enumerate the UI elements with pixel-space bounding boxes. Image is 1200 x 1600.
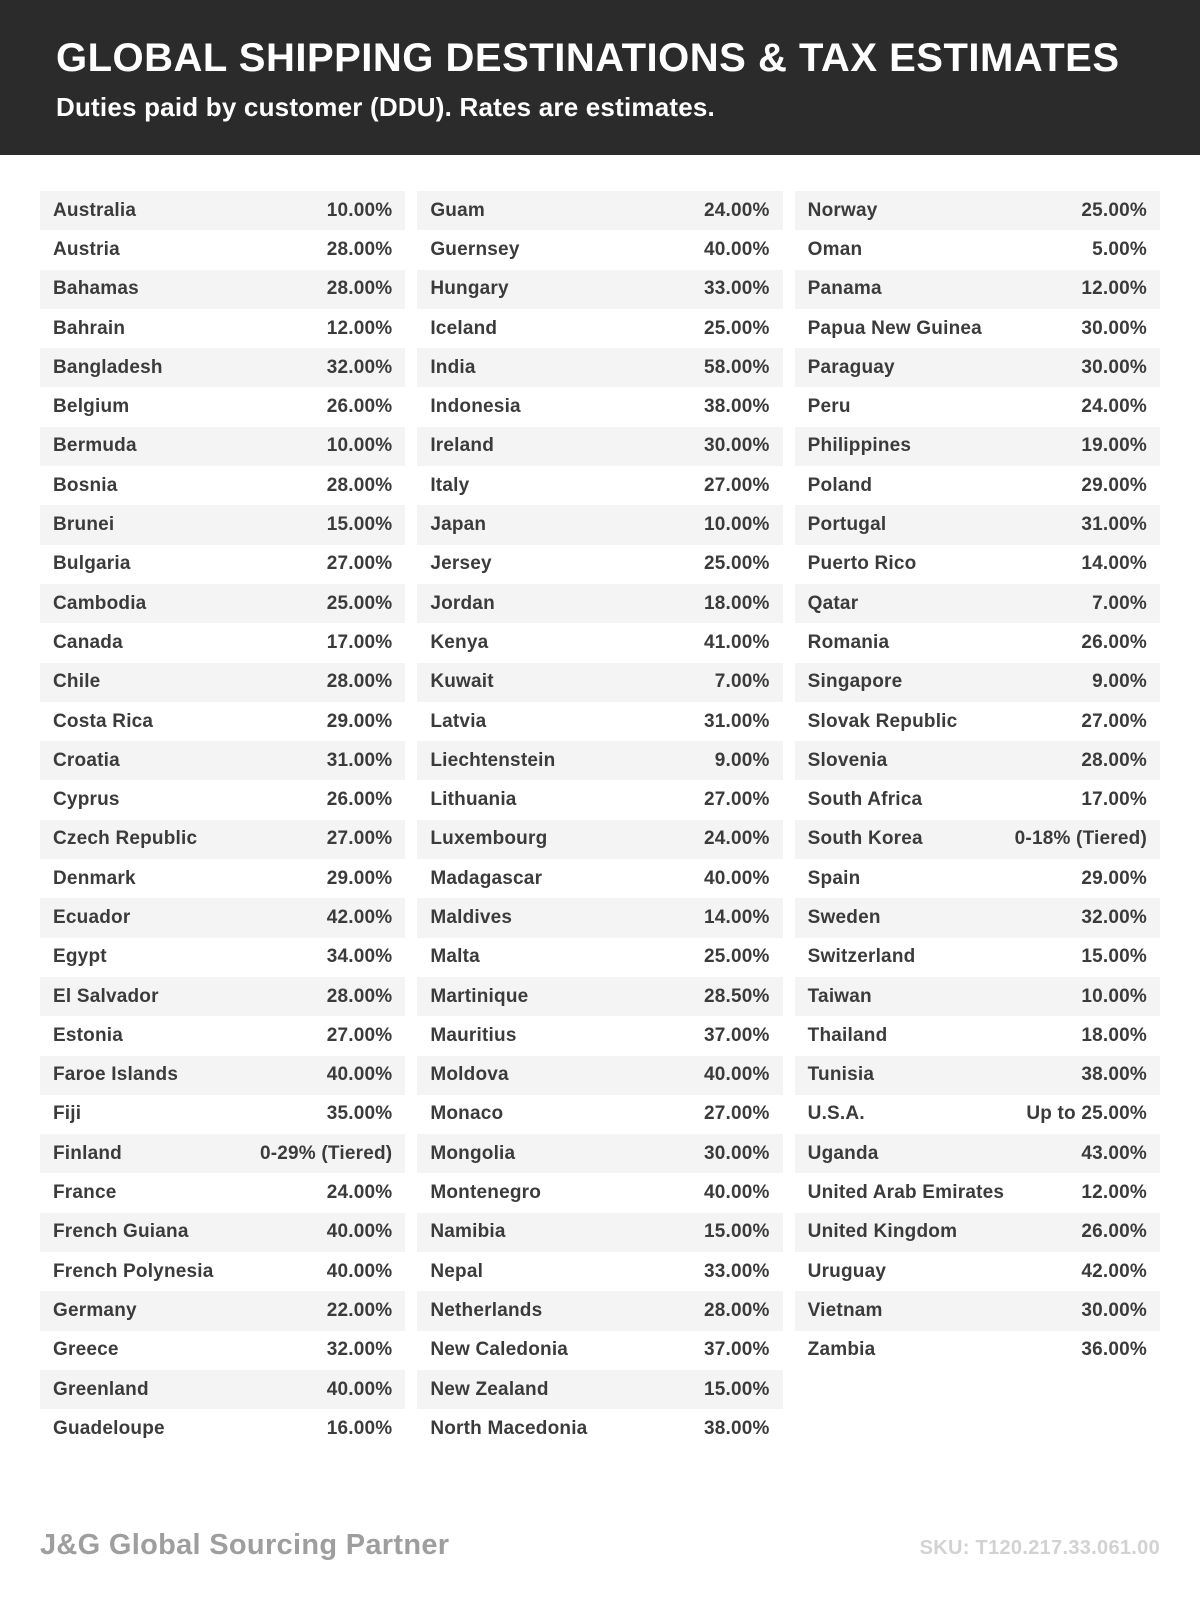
tax-rate: 30.00% bbox=[1081, 356, 1147, 378]
tax-rate-table bbox=[0, 155, 1200, 1449]
tax-rate: 29.00% bbox=[326, 867, 393, 889]
table-row bbox=[795, 505, 1160, 544]
country-name: Ireland bbox=[430, 435, 495, 457]
country-name: Iceland bbox=[430, 317, 498, 339]
table-row bbox=[417, 663, 782, 702]
table-row bbox=[417, 545, 782, 584]
country-name: Mauritius bbox=[430, 1024, 517, 1046]
country-name: French Guiana bbox=[53, 1221, 189, 1243]
tax-rate: 17.00% bbox=[326, 631, 393, 653]
table-row bbox=[417, 466, 782, 505]
tax-rate: 16.00% bbox=[326, 1417, 393, 1439]
country-name: Norway bbox=[807, 199, 878, 221]
country-name: Indonesia bbox=[430, 396, 521, 418]
tax-rate: 31.00% bbox=[704, 710, 770, 732]
tax-rate: 18.00% bbox=[1081, 1024, 1147, 1046]
country-name: Oman bbox=[807, 238, 863, 260]
country-name: Liechtenstein bbox=[430, 749, 556, 771]
country-name: Uganda bbox=[807, 1142, 879, 1164]
country-name: Bermuda bbox=[53, 435, 137, 457]
table-row bbox=[795, 820, 1160, 859]
country-name: Australia bbox=[53, 199, 137, 221]
table-row bbox=[795, 191, 1160, 230]
table-row bbox=[795, 584, 1160, 623]
table-column-3 bbox=[795, 191, 1160, 1370]
country-name: Papua New Guinea bbox=[807, 317, 982, 339]
table-row bbox=[40, 1409, 405, 1448]
tax-rate: 38.00% bbox=[704, 1417, 770, 1439]
country-name: Bahamas bbox=[53, 278, 139, 300]
tax-rate: 9.00% bbox=[714, 749, 770, 771]
country-name: Lithuania bbox=[430, 789, 517, 811]
table-row bbox=[795, 977, 1160, 1016]
table-row bbox=[40, 584, 405, 623]
country-name: Egypt bbox=[53, 946, 107, 968]
tax-rate: 41.00% bbox=[704, 631, 770, 653]
tax-rate: 29.00% bbox=[1081, 867, 1147, 889]
tax-rate: 37.00% bbox=[704, 1339, 770, 1361]
table-row bbox=[40, 623, 405, 662]
country-name: El Salvador bbox=[53, 985, 159, 1007]
country-name: Canada bbox=[53, 631, 123, 653]
tax-rate: 12.00% bbox=[1081, 1182, 1147, 1204]
table-row bbox=[417, 859, 782, 898]
table-row bbox=[417, 702, 782, 741]
tax-rate: 7.00% bbox=[714, 671, 770, 693]
tax-rate: 26.00% bbox=[326, 396, 393, 418]
tax-rate: 30.00% bbox=[704, 1142, 770, 1164]
table-row bbox=[40, 898, 405, 937]
country-name: Bulgaria bbox=[53, 553, 131, 575]
tax-rate: 10.00% bbox=[326, 199, 393, 221]
tax-rate: 15.00% bbox=[704, 1378, 770, 1400]
country-name: Uruguay bbox=[807, 1260, 887, 1282]
table-row bbox=[417, 1016, 782, 1055]
tax-rate: 38.00% bbox=[1081, 1064, 1147, 1086]
tax-rate: 30.00% bbox=[704, 435, 770, 457]
tax-rate: 27.00% bbox=[1081, 710, 1147, 732]
table-row bbox=[40, 938, 405, 977]
country-name: Zambia bbox=[807, 1339, 876, 1361]
country-name: Vietnam bbox=[807, 1299, 883, 1321]
tax-rate: 40.00% bbox=[326, 1064, 393, 1086]
table-row bbox=[417, 820, 782, 859]
tax-rate: 17.00% bbox=[1081, 789, 1147, 811]
tax-rate: 24.00% bbox=[326, 1182, 393, 1204]
table-row bbox=[40, 348, 405, 387]
table-row bbox=[795, 545, 1160, 584]
country-name: Slovak Republic bbox=[807, 710, 958, 732]
tax-rate: 28.00% bbox=[326, 985, 393, 1007]
country-name: Austria bbox=[53, 238, 120, 260]
country-name: Greenland bbox=[53, 1378, 149, 1400]
country-name: Qatar bbox=[807, 592, 859, 614]
tax-rate: 10.00% bbox=[704, 514, 770, 536]
table-row bbox=[40, 977, 405, 1016]
page-title: GLOBAL SHIPPING DESTINATIONS & TAX ESTIMATES bbox=[56, 36, 1120, 80]
country-name: Brunei bbox=[53, 514, 115, 536]
tax-rate: 31.00% bbox=[1081, 514, 1147, 536]
country-name: Guernsey bbox=[430, 238, 520, 260]
table-row bbox=[40, 1016, 405, 1055]
tax-rate: 28.00% bbox=[1081, 749, 1147, 771]
table-row bbox=[417, 1213, 782, 1252]
page-footer bbox=[40, 1529, 1160, 1562]
tax-rate: 27.00% bbox=[326, 553, 393, 575]
table-row bbox=[40, 820, 405, 859]
table-row bbox=[795, 702, 1160, 741]
table-row bbox=[795, 230, 1160, 269]
table-row bbox=[795, 387, 1160, 426]
table-row bbox=[795, 1252, 1160, 1291]
tax-rate: 25.00% bbox=[326, 592, 393, 614]
table-row bbox=[40, 702, 405, 741]
country-name: Jersey bbox=[430, 553, 492, 575]
country-name: Puerto Rico bbox=[807, 553, 917, 575]
tax-rate: 26.00% bbox=[326, 789, 393, 811]
tax-rate: 0-18% (Tiered) bbox=[1014, 828, 1147, 850]
country-name: Maldives bbox=[430, 906, 513, 928]
country-name: Costa Rica bbox=[53, 710, 154, 732]
tax-rate: 33.00% bbox=[704, 1260, 770, 1282]
table-row bbox=[795, 741, 1160, 780]
table-row bbox=[40, 545, 405, 584]
tax-rate: 15.00% bbox=[704, 1221, 770, 1243]
table-row bbox=[40, 1213, 405, 1252]
country-name: Monaco bbox=[430, 1103, 504, 1125]
country-name: New Caledonia bbox=[430, 1339, 569, 1361]
table-row bbox=[795, 938, 1160, 977]
tax-rate: 25.00% bbox=[704, 553, 770, 575]
table-row bbox=[795, 780, 1160, 819]
tax-rate: 35.00% bbox=[326, 1103, 393, 1125]
country-name: Panama bbox=[807, 278, 882, 300]
tax-rate: 22.00% bbox=[326, 1299, 393, 1321]
table-row bbox=[40, 1134, 405, 1173]
table-row bbox=[40, 505, 405, 544]
sku-label: SKU: T120.217.33.061.00 bbox=[919, 1537, 1160, 1559]
country-name: North Macedonia bbox=[430, 1417, 588, 1439]
tax-rate: 26.00% bbox=[1081, 1221, 1147, 1243]
table-row bbox=[40, 191, 405, 230]
tax-rate: 12.00% bbox=[326, 317, 393, 339]
table-row bbox=[417, 1134, 782, 1173]
country-name: Mongolia bbox=[430, 1142, 516, 1164]
table-row bbox=[417, 977, 782, 1016]
tax-rate: 28.00% bbox=[704, 1299, 770, 1321]
tax-rate: 24.00% bbox=[704, 828, 770, 850]
page-header bbox=[0, 0, 1200, 155]
tax-rate: 40.00% bbox=[704, 238, 770, 260]
country-name: Hungary bbox=[430, 278, 509, 300]
table-row bbox=[40, 1291, 405, 1330]
country-name: New Zealand bbox=[430, 1378, 549, 1400]
tax-rate: 28.00% bbox=[326, 671, 393, 693]
tax-rate: 40.00% bbox=[326, 1260, 393, 1282]
table-row bbox=[417, 1056, 782, 1095]
tax-rate: Up to 25.00% bbox=[1026, 1103, 1147, 1125]
table-row bbox=[40, 230, 405, 269]
table-row bbox=[795, 1213, 1160, 1252]
table-row bbox=[417, 230, 782, 269]
table-row bbox=[417, 584, 782, 623]
table-row bbox=[40, 859, 405, 898]
tax-rate: 28.50% bbox=[704, 985, 770, 1007]
country-name: Guam bbox=[430, 199, 485, 221]
tax-rate: 28.00% bbox=[326, 474, 393, 496]
tax-rate: 24.00% bbox=[704, 199, 770, 221]
table-row bbox=[40, 1095, 405, 1134]
table-row bbox=[417, 1331, 782, 1370]
tax-rate: 25.00% bbox=[1081, 199, 1147, 221]
table-row bbox=[417, 191, 782, 230]
table-row bbox=[40, 780, 405, 819]
tax-rate: 34.00% bbox=[326, 946, 393, 968]
country-name: Montenegro bbox=[430, 1182, 542, 1204]
page-subtitle: Duties paid by customer (DDU). Rates are estimates. bbox=[56, 92, 715, 122]
country-name: Ecuador bbox=[53, 906, 131, 928]
table-column-2 bbox=[417, 191, 782, 1449]
table-row bbox=[40, 1331, 405, 1370]
table-column-1 bbox=[40, 191, 405, 1449]
tax-rate: 25.00% bbox=[704, 946, 770, 968]
tax-rate: 32.00% bbox=[1081, 906, 1147, 928]
table-row bbox=[417, 1291, 782, 1330]
table-row bbox=[417, 1370, 782, 1409]
country-name: Bosnia bbox=[53, 474, 118, 496]
tax-rate: 42.00% bbox=[1081, 1260, 1147, 1282]
country-name: South Africa bbox=[807, 789, 923, 811]
tax-rate: 37.00% bbox=[704, 1024, 770, 1046]
country-name: Latvia bbox=[430, 710, 487, 732]
country-name: Portugal bbox=[807, 514, 887, 536]
country-name: Tunisia bbox=[807, 1064, 875, 1086]
tax-rate: 27.00% bbox=[704, 1103, 770, 1125]
table-row bbox=[417, 780, 782, 819]
table-row bbox=[417, 741, 782, 780]
country-name: Germany bbox=[53, 1299, 137, 1321]
country-name: Paraguay bbox=[807, 356, 895, 378]
table-row bbox=[417, 1252, 782, 1291]
country-name: Czech Republic bbox=[53, 828, 198, 850]
country-name: Spain bbox=[807, 867, 861, 889]
table-row bbox=[40, 1252, 405, 1291]
tax-rate: 9.00% bbox=[1092, 671, 1147, 693]
country-name: Peru bbox=[807, 396, 851, 418]
table-row bbox=[40, 387, 405, 426]
tax-rate: 14.00% bbox=[1081, 553, 1147, 575]
table-row bbox=[40, 309, 405, 348]
country-name: India bbox=[430, 356, 476, 378]
country-name: United Arab Emirates bbox=[807, 1182, 1005, 1204]
country-name: Japan bbox=[430, 514, 487, 536]
tax-rate: 25.00% bbox=[704, 317, 770, 339]
tax-rate: 27.00% bbox=[704, 789, 770, 811]
tax-rate: 40.00% bbox=[704, 1182, 770, 1204]
tax-rate: 30.00% bbox=[1081, 317, 1147, 339]
country-name: Denmark bbox=[53, 867, 136, 889]
tax-rate: 32.00% bbox=[326, 1339, 393, 1361]
country-name: France bbox=[53, 1182, 117, 1204]
country-name: Bahrain bbox=[53, 317, 126, 339]
country-name: Fiji bbox=[53, 1103, 82, 1125]
table-row bbox=[795, 309, 1160, 348]
country-name: Madagascar bbox=[430, 867, 543, 889]
tax-rate: 12.00% bbox=[1081, 278, 1147, 300]
table-row bbox=[40, 1056, 405, 1095]
country-name: Estonia bbox=[53, 1024, 124, 1046]
table-row bbox=[795, 1056, 1160, 1095]
tax-rate: 58.00% bbox=[704, 356, 770, 378]
country-name: Faroe Islands bbox=[53, 1064, 179, 1086]
country-name: Poland bbox=[807, 474, 873, 496]
tax-rate: 40.00% bbox=[326, 1221, 393, 1243]
table-row bbox=[40, 270, 405, 309]
country-name: Romania bbox=[807, 631, 890, 653]
country-name: Italy bbox=[430, 474, 470, 496]
country-name: Belgium bbox=[53, 396, 130, 418]
country-name: Cambodia bbox=[53, 592, 147, 614]
tax-rate: 14.00% bbox=[704, 906, 770, 928]
table-row bbox=[40, 466, 405, 505]
table-row bbox=[417, 505, 782, 544]
tax-rate: 26.00% bbox=[1081, 631, 1147, 653]
tax-rate: 29.00% bbox=[326, 710, 393, 732]
table-row bbox=[40, 1370, 405, 1409]
country-name: Namibia bbox=[430, 1221, 506, 1243]
country-name: Kenya bbox=[430, 631, 489, 653]
table-row bbox=[795, 1173, 1160, 1212]
country-name: Jordan bbox=[430, 592, 495, 614]
tax-rate: 40.00% bbox=[704, 1064, 770, 1086]
country-name: Sweden bbox=[807, 906, 881, 928]
tax-rate: 24.00% bbox=[1081, 396, 1147, 418]
tax-rate: 15.00% bbox=[326, 514, 393, 536]
country-name: Croatia bbox=[53, 749, 120, 771]
table-row bbox=[40, 663, 405, 702]
country-name: Netherlands bbox=[430, 1299, 543, 1321]
table-row bbox=[795, 1095, 1160, 1134]
table-row bbox=[795, 270, 1160, 309]
table-row bbox=[417, 623, 782, 662]
table-row bbox=[795, 663, 1160, 702]
tax-rate: 27.00% bbox=[326, 828, 393, 850]
table-row bbox=[795, 859, 1160, 898]
country-name: Singapore bbox=[807, 671, 903, 693]
table-row bbox=[795, 466, 1160, 505]
country-name: Luxembourg bbox=[430, 828, 548, 850]
table-row bbox=[417, 938, 782, 977]
country-name: Chile bbox=[53, 671, 101, 693]
country-name: French Polynesia bbox=[53, 1260, 214, 1282]
tax-rate: 31.00% bbox=[326, 749, 393, 771]
table-row bbox=[795, 1134, 1160, 1173]
table-row bbox=[417, 309, 782, 348]
table-row bbox=[417, 1095, 782, 1134]
table-row bbox=[417, 387, 782, 426]
table-row bbox=[40, 427, 405, 466]
table-row bbox=[417, 270, 782, 309]
country-name: United Kingdom bbox=[807, 1221, 958, 1243]
tax-rate: 10.00% bbox=[1081, 985, 1147, 1007]
table-row bbox=[417, 427, 782, 466]
country-name: Bangladesh bbox=[53, 356, 163, 378]
table-row bbox=[795, 427, 1160, 466]
country-name: Kuwait bbox=[430, 671, 494, 693]
country-name: Guadeloupe bbox=[53, 1417, 165, 1439]
table-row bbox=[795, 623, 1160, 662]
tax-rate: 38.00% bbox=[704, 396, 770, 418]
country-name: Martinique bbox=[430, 985, 529, 1007]
tax-rate: 28.00% bbox=[326, 278, 393, 300]
country-name: Taiwan bbox=[807, 985, 872, 1007]
country-name: Thailand bbox=[807, 1024, 888, 1046]
country-name: Greece bbox=[53, 1339, 119, 1361]
tax-rate: 5.00% bbox=[1092, 238, 1147, 260]
country-name: South Korea bbox=[807, 828, 923, 850]
country-name: Slovenia bbox=[807, 749, 888, 771]
country-name: Moldova bbox=[430, 1064, 509, 1086]
tax-rate: 43.00% bbox=[1081, 1142, 1147, 1164]
tax-rate: 18.00% bbox=[704, 592, 770, 614]
table-row bbox=[417, 1409, 782, 1448]
table-row bbox=[795, 1331, 1160, 1370]
tax-rate: 40.00% bbox=[326, 1378, 393, 1400]
table-row bbox=[40, 741, 405, 780]
tax-rate: 30.00% bbox=[1081, 1299, 1147, 1321]
country-name: Switzerland bbox=[807, 946, 916, 968]
country-name: Nepal bbox=[430, 1260, 484, 1282]
table-row bbox=[795, 1016, 1160, 1055]
brand-name: J&G Global Sourcing Partner bbox=[40, 1529, 450, 1561]
tax-rate: 27.00% bbox=[326, 1024, 393, 1046]
country-name: U.S.A. bbox=[807, 1103, 865, 1125]
tax-rate: 40.00% bbox=[704, 867, 770, 889]
tax-rate: 10.00% bbox=[326, 435, 393, 457]
table-row bbox=[795, 348, 1160, 387]
table-row bbox=[417, 348, 782, 387]
table-row bbox=[795, 1291, 1160, 1330]
country-name: Finland bbox=[53, 1142, 122, 1164]
table-row bbox=[417, 1173, 782, 1212]
table-row bbox=[417, 898, 782, 937]
country-name: Philippines bbox=[807, 435, 912, 457]
tax-rate: 42.00% bbox=[326, 906, 393, 928]
tax-rate: 36.00% bbox=[1081, 1339, 1147, 1361]
tax-rate: 32.00% bbox=[326, 356, 393, 378]
tax-rate: 29.00% bbox=[1081, 474, 1147, 496]
table-row bbox=[795, 898, 1160, 937]
tax-rate: 27.00% bbox=[704, 474, 770, 496]
tax-rate: 19.00% bbox=[1081, 435, 1147, 457]
tax-rate: 28.00% bbox=[326, 238, 393, 260]
tax-rate: 0-29% (Tiered) bbox=[259, 1142, 393, 1164]
tax-rate: 7.00% bbox=[1092, 592, 1147, 614]
country-name: Cyprus bbox=[53, 789, 120, 811]
tax-rate: 33.00% bbox=[704, 278, 770, 300]
country-name: Malta bbox=[430, 946, 480, 968]
table-row bbox=[40, 1173, 405, 1212]
tax-rate: 15.00% bbox=[1081, 946, 1147, 968]
